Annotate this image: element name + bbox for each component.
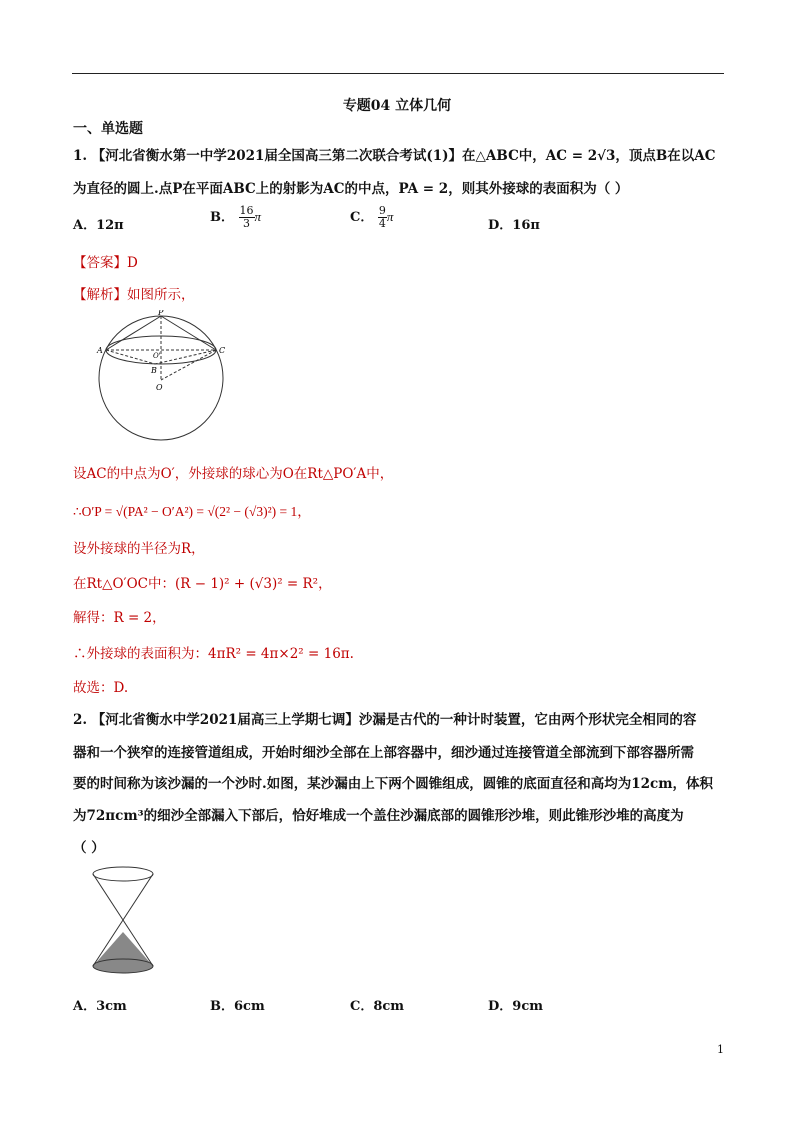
top-rim	[93, 867, 153, 881]
q1-answer: 【答案】D	[73, 255, 138, 271]
sphere-figure	[95, 310, 245, 445]
frac-num: 16	[239, 204, 254, 217]
q2-stem-line3: 要的时间称为该沙漏的一个沙时.如图，某沙漏由上下两个圆锥组成，圆锥的底面直径和高均为12cm，体积	[73, 776, 713, 792]
q1-step-2: ∴O′P = √(PA² − O′A²) = √(2² − (√3)²) = 1，	[73, 504, 311, 519]
q2-number: 2.	[73, 712, 88, 728]
q2-stem-line5: （ ）	[73, 840, 105, 856]
edge-cb	[155, 350, 216, 364]
label-o: O	[156, 383, 163, 392]
q1-number: 1.	[73, 148, 88, 164]
frac-tail: π	[254, 209, 262, 224]
q1-analysis-heading: 【解析】如图所示，	[73, 287, 195, 303]
hourglass-figure	[85, 862, 165, 980]
q2-source: 【河北省衡水中学2021届高三上学期七调】	[91, 712, 359, 728]
frac-den: 4	[378, 217, 386, 230]
edge-pc	[161, 316, 216, 350]
label-o-prime: O'	[153, 352, 161, 360]
q1-stem-line1	[73, 144, 716, 164]
q1-option-d: D．16π	[488, 218, 540, 233]
q1-step-6: ∴外接球的表面积为：4πR² = 4π×2² = 16π.	[73, 646, 354, 662]
q2-option-d: D．9cm	[488, 999, 543, 1014]
q1-option-c	[350, 205, 393, 230]
page-number: 1	[717, 1043, 724, 1056]
q2-stem-line4: 为72πcm³的细沙全部漏入下部后，恰好堆成一个盖住沙漏底部的圆锥形沙堆，则此锥形沙堆的高度为	[73, 808, 684, 824]
radius-oc	[161, 350, 216, 380]
q1-stem-a: 在△ABC中，AC = 2√3，顶点B在以AC	[462, 148, 716, 164]
label-p: P	[158, 310, 164, 317]
q2-option-b: B．6cm	[210, 999, 265, 1014]
q1-stem-line2: 为直径的圆上.点P在平面ABC上的射影为AC的中点，PA = 2，则其外接球的表面积为（ ）	[73, 181, 629, 197]
frac-num: 9	[378, 204, 386, 217]
section-heading: 一、单选题	[73, 121, 143, 137]
q1-option-a: A．12π	[73, 218, 124, 233]
q1-step-5: 解得：R = 2，	[73, 610, 166, 626]
frac-den: 3	[243, 217, 251, 230]
q1-step-3: 设外接球的半径为R，	[73, 541, 205, 557]
q1-source: 【河北省衡水第一中学2021届全国高三第二次联合考试(1)】	[91, 148, 463, 164]
q1-step-4: 在Rt△O′OC中：(R − 1)² + (√3)² = R²，	[73, 576, 332, 592]
header-rule	[72, 73, 724, 74]
page-title: 专题04 立体几何	[342, 98, 452, 114]
q1-step-1: 设AC的中点为O′，外接球的球心为O在Rt△PO′A中，	[73, 466, 394, 482]
q1-option-c-label: C．	[350, 210, 374, 225]
q2-text-1: 沙漏是古代的一种计时装置，它由两个形状完全相同的容	[358, 712, 697, 728]
label-c: C	[219, 346, 226, 355]
q1-option-b-label: B．	[210, 210, 234, 225]
bottom-base	[93, 959, 153, 973]
label-b: B	[151, 366, 157, 375]
q2-stem-line2: 器和一个狭窄的连接管道组成，开始时细沙全部在上部容器中，细沙通过连接管道全部流到下部容器所需	[73, 745, 694, 761]
q2-option-c: C．8cm	[350, 999, 405, 1014]
q1-step-7: 故选：D.	[73, 680, 129, 696]
frac-tail: π	[386, 209, 394, 224]
q2-stem-line1	[73, 708, 696, 728]
q2-option-a: A．3cm	[73, 999, 127, 1014]
q1-option-b	[210, 205, 261, 230]
q1-option-b-fraction	[239, 205, 255, 230]
label-a: A	[97, 346, 103, 355]
q1-option-c-fraction	[378, 205, 387, 230]
edge-pa	[106, 316, 161, 350]
